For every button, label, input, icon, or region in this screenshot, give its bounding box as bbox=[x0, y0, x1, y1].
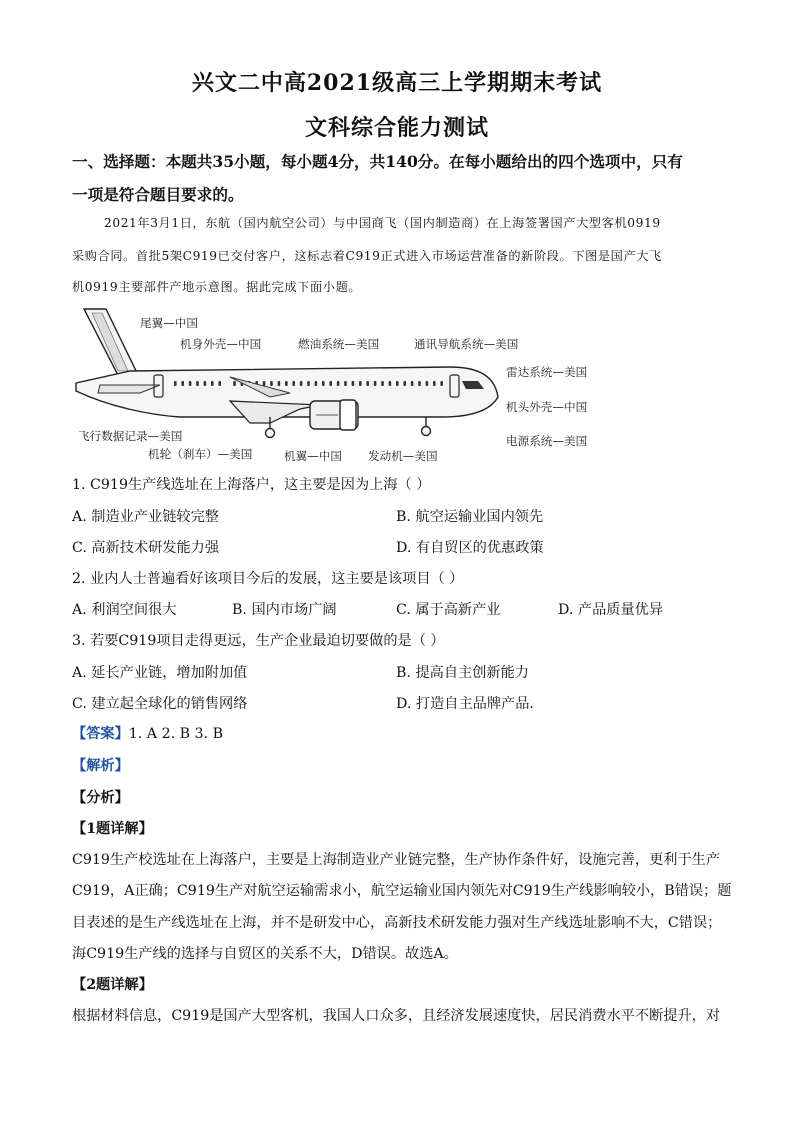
window bbox=[196, 381, 199, 386]
window bbox=[389, 381, 392, 386]
exam-subtitle: 文科综合能力测试 bbox=[304, 115, 489, 141]
detail-1-line2: C919，A正确；C919生产对航空运输需求小，航空运输业国内领先对C919生产线影响较小，B错误；题 bbox=[72, 883, 732, 899]
exam-title: 兴文二中高2021级高三上学期期末考试 bbox=[191, 70, 603, 96]
passage-line2: 采购合同。首批5架C919已交付客户，这标志着C919正式进入市场运营准备的新阶段。下图是国产大飞 bbox=[72, 249, 662, 263]
window bbox=[270, 381, 273, 386]
window bbox=[233, 381, 236, 386]
window bbox=[315, 381, 318, 386]
label-tail: 尾翼—中国 bbox=[140, 316, 198, 330]
label-comm: 通讯导航系统—美国 bbox=[414, 337, 519, 351]
question-1-stem: 1. C919生产线选址在上海落户，这主要是因为上海（ ） bbox=[72, 477, 431, 493]
label-nose: 机头外壳—中国 bbox=[506, 400, 588, 414]
window bbox=[344, 381, 347, 386]
passage-line3: 机0919主要部件产地示意图。据此完成下面小题。 bbox=[72, 280, 362, 294]
label-fuel: 燃油系统—美国 bbox=[298, 337, 380, 351]
answer-tag: 【答案】 bbox=[72, 726, 129, 742]
window bbox=[218, 381, 221, 386]
analysis-tag: 【解析】 bbox=[72, 758, 129, 774]
label-wheels: 机轮（刹车）—美国 bbox=[148, 447, 253, 461]
question-1-option-d: D. 有自贸区的优惠政策 bbox=[396, 540, 544, 556]
window bbox=[263, 381, 266, 386]
window bbox=[307, 381, 310, 386]
answer-line bbox=[72, 723, 732, 743]
window bbox=[433, 381, 436, 386]
window bbox=[322, 381, 325, 386]
window bbox=[181, 381, 184, 386]
question-3-option-c: C. 建立起全球化的销售网络 bbox=[72, 696, 248, 712]
label-radar: 雷达系统—美国 bbox=[506, 365, 588, 379]
question-2-stem: 2. 业内人士普遍看好该项目今后的发展，这主要是该项目（ ） bbox=[72, 571, 464, 587]
answer-text: 1. A 2. B 3. B bbox=[128, 726, 224, 742]
detail-1-line3: 目表述的是生产线选址在上海，并不是研发中心，高新技术研发能力强对生产线选址影响不大，C错误； bbox=[72, 915, 722, 931]
label-power: 电源系统—美国 bbox=[506, 434, 588, 448]
passage-line1: 2021年3月1日，东航（国内航空公司）与中国商飞（国内制造商）在上海签署国产大型客机0919 bbox=[104, 216, 661, 230]
fenxi-tag: 【分析】 bbox=[72, 790, 129, 806]
window bbox=[352, 381, 355, 386]
question-1-option-b: B. 航空运输业国内领先 bbox=[396, 509, 544, 525]
window bbox=[300, 381, 303, 386]
c919-parts-origin-diagram bbox=[70, 305, 610, 467]
window bbox=[440, 381, 443, 386]
section-instruction-line1: 一、选择题：本题共35小题，每小题4分，共140分。在每小题给出的四个选项中，只有 bbox=[72, 152, 683, 171]
question-3-option-b: B. 提高自主创新能力 bbox=[396, 665, 529, 681]
detail-1-line1: C919生产校选址在上海落户，主要是上海制造业产业链完整，生产协作条件好，设施完善，更利于生产 bbox=[72, 852, 721, 868]
window bbox=[337, 381, 340, 386]
window bbox=[278, 381, 281, 386]
question-1-option-a: A. 制造业产业链较完整 bbox=[72, 509, 219, 525]
detail-1-tag: 【1题详解】 bbox=[72, 821, 153, 837]
window bbox=[329, 381, 332, 386]
window bbox=[366, 381, 369, 386]
window bbox=[381, 381, 384, 386]
detail-2-tag: 【2题详解】 bbox=[72, 977, 153, 993]
window bbox=[211, 381, 214, 386]
section-instruction-line2: 一项是符合题目要求的。 bbox=[72, 185, 244, 204]
question-2-option-a: A. 利润空间很大 bbox=[72, 602, 177, 618]
question-3-stem: 3. 若要C919项目走得更远，生产企业最迫切要做的是（ ） bbox=[72, 633, 445, 649]
question-2-option-c: C. 属于高新产业 bbox=[396, 602, 501, 618]
question-2-option-d: D. 产品质量优异 bbox=[558, 602, 664, 618]
question-3-option-d: D. 打造自主品牌产品. bbox=[396, 696, 534, 712]
window bbox=[426, 381, 429, 386]
window bbox=[189, 381, 192, 386]
window bbox=[418, 381, 421, 386]
question-2-option-b: B. 国内市场广阔 bbox=[232, 602, 337, 618]
window bbox=[204, 381, 207, 386]
window bbox=[403, 381, 406, 386]
label-recorder: 飞行数据记录—美国 bbox=[78, 429, 183, 443]
label-wing: 机翼—中国 bbox=[284, 449, 342, 463]
question-1-option-c: C. 高新技术研发能力强 bbox=[72, 540, 220, 556]
detail-1-line4: 海C919生产线的选择与自贸区的关系不大，D错误。故选A。 bbox=[72, 946, 458, 962]
window bbox=[285, 381, 288, 386]
label-engine: 发动机—美国 bbox=[368, 449, 438, 463]
window bbox=[292, 381, 295, 386]
detail-2-line1: 根据材料信息，C919是国产大型客机，我国人口众多，且经济发展速度快，居民消费水平不断提升，对 bbox=[72, 1008, 721, 1024]
window bbox=[359, 381, 362, 386]
window bbox=[174, 381, 177, 386]
window bbox=[396, 381, 399, 386]
window bbox=[374, 381, 377, 386]
label-fuselage: 机身外壳—中国 bbox=[180, 337, 262, 351]
question-3-option-a: A. 延长产业链，增加附加值 bbox=[72, 665, 248, 681]
window bbox=[411, 381, 414, 386]
